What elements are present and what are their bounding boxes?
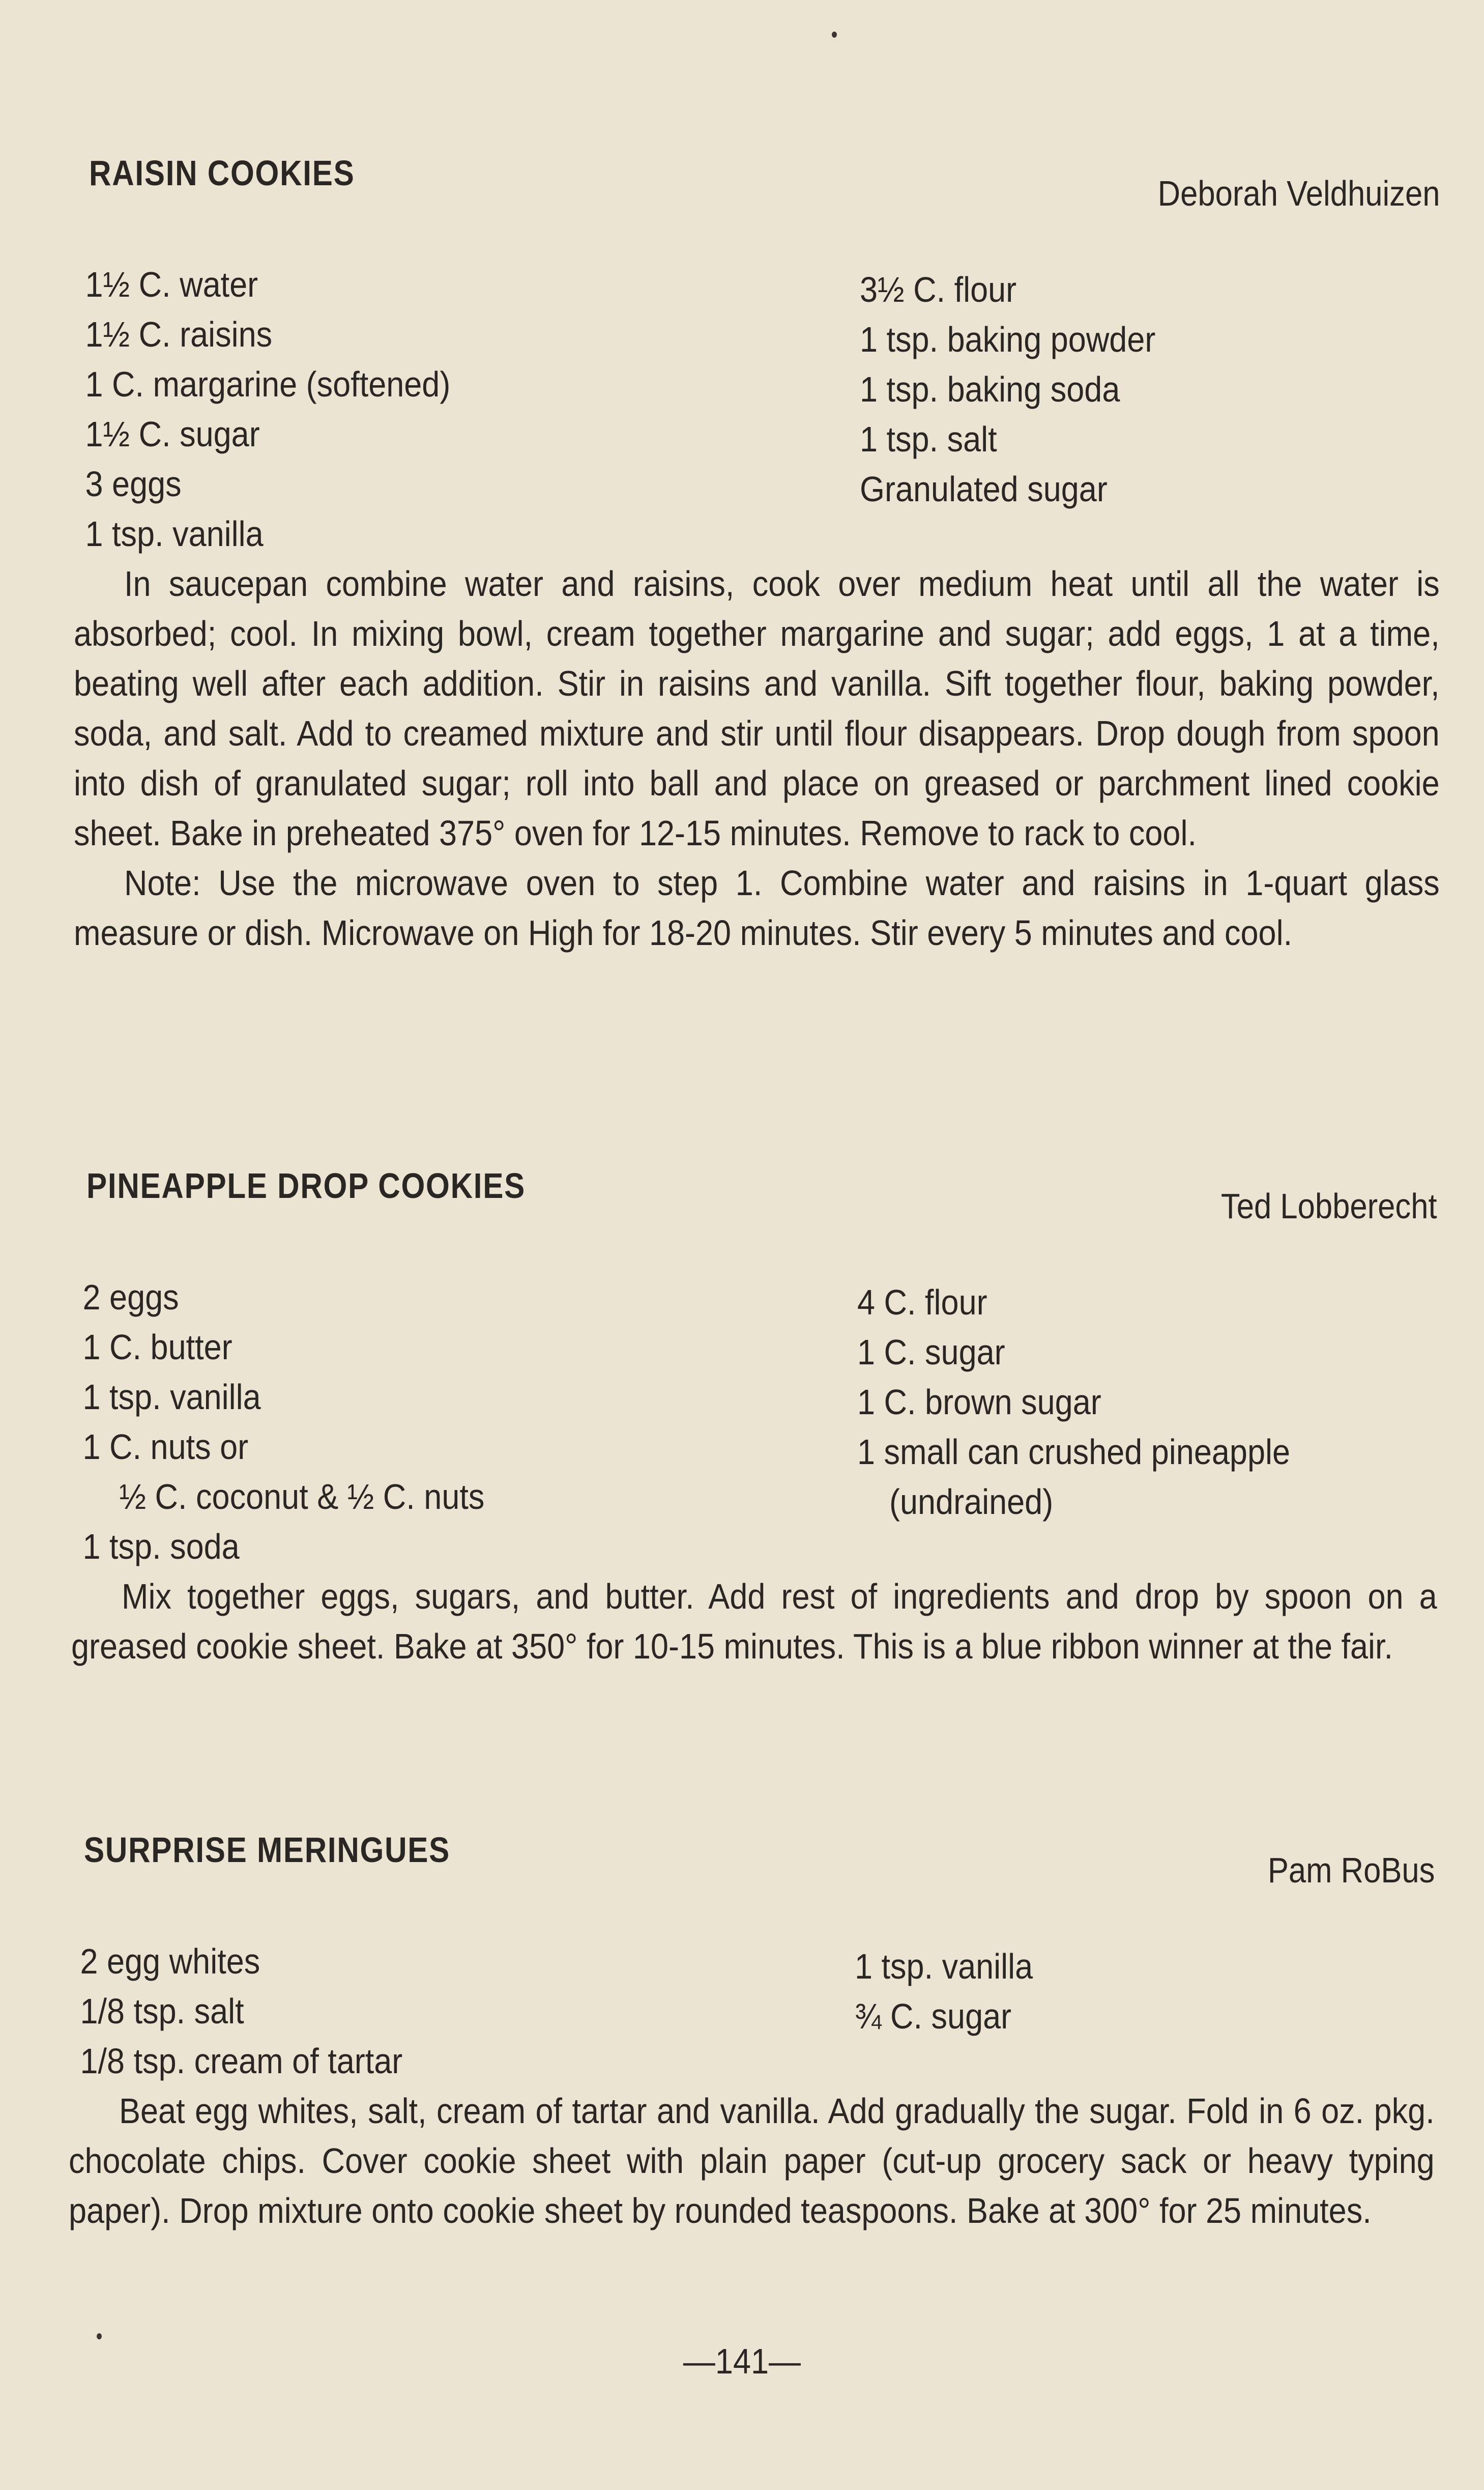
ingredient-column-left bbox=[69, 1936, 763, 2086]
recipe-method bbox=[74, 559, 1440, 958]
recipe-author: Deborah Veldhuizen bbox=[1157, 174, 1440, 213]
ingredient: 3½ C. flour bbox=[860, 270, 1017, 309]
ingredient-column-right bbox=[857, 1277, 1290, 1527]
ingredient-list bbox=[74, 260, 1440, 559]
ingredient-column-right bbox=[855, 1941, 1033, 2041]
ingredient-list bbox=[71, 1272, 1437, 1571]
method-paragraph: Beat egg whites, salt, cream of tartar and vanilla. Add gradually the sugar. Fold in 6 oz. pkg. chocolate chips. Cover cookie sheet with plain paper (cut-up grocery sack or heavy typing paper). Drop mixture onto cookie sheet by rounded teaspoons. Bake at 300° for 25 minutes. bbox=[69, 2091, 1435, 2230]
recipe-title: RAISIN COOKIES bbox=[89, 153, 355, 193]
ingredient: 1 C. brown sugar bbox=[857, 1382, 1101, 1422]
recipe-method bbox=[69, 2086, 1435, 2236]
ingredient: 1 tsp. vanilla bbox=[85, 514, 264, 554]
recipe-author: Ted Lobberecht bbox=[1221, 1186, 1437, 1226]
ingredient: 1/8 tsp. salt bbox=[80, 1991, 244, 2031]
ingredient: ½ C. coconut & ½ C. nuts bbox=[119, 1477, 485, 1516]
ingredient: 1 tsp. salt bbox=[860, 419, 997, 459]
ingredient: 1 tsp. baking powder bbox=[860, 320, 1156, 359]
recipe-surprise-meringues bbox=[69, 1829, 1435, 2236]
method-note: Note: Use the microwave oven to step 1. Combine water and raisins in 1-quart glass measure or dish. Microwave on High for 18-20 minutes. Stir every 5 minutes and cool. bbox=[74, 863, 1440, 953]
ingredient: 1 C. margarine (softened) bbox=[85, 364, 451, 404]
ingredient: 2 eggs bbox=[82, 1277, 179, 1317]
ingredient: 1½ C. raisins bbox=[85, 314, 273, 354]
ingredient: 1 tsp. vanilla bbox=[855, 1947, 1033, 1986]
ingredient-list bbox=[69, 1936, 1435, 2086]
ingredient: 1 tsp. vanilla bbox=[82, 1377, 261, 1417]
ingredient: 1/8 tsp. cream of tartar bbox=[80, 2041, 403, 2081]
recipe-title: PINEAPPLE DROP COOKIES bbox=[86, 1166, 526, 1206]
ingredient: 4 C. flour bbox=[857, 1282, 987, 1322]
recipe-title: SURPRISE MERINGUES bbox=[84, 1830, 451, 1870]
ingredient: (undrained) bbox=[889, 1482, 1054, 1522]
ingredient: 1½ C. sugar bbox=[85, 414, 260, 454]
ingredient-column-right bbox=[860, 265, 1155, 514]
method-paragraph: Mix together eggs, sugars, and butter. Add rest of ingredients and drop by spoon on a greased cookie sheet. Bake at 350° for 10-15 minutes. This is a blue ribbon winner at the fair. bbox=[71, 1577, 1437, 1666]
ingredient: 1 tsp. soda bbox=[82, 1527, 240, 1566]
ingredient: 1 tsp. baking soda bbox=[860, 369, 1120, 409]
ingredient-column-left bbox=[71, 1272, 765, 1571]
recipe-header bbox=[69, 1829, 1435, 1890]
recipe-header bbox=[74, 153, 1440, 213]
recipe-author: Pam RoBus bbox=[1267, 1850, 1435, 1890]
ingredient: 2 egg whites bbox=[80, 1941, 260, 1981]
ink-speck bbox=[97, 2333, 102, 2339]
method-paragraph: In saucepan combine water and raisins, cook over medium heat until all the water is absorbed; cool. In mixing bowl, cream together margarine and sugar; add eggs, 1 at a time, beating well after each addition. Stir in raisins and vanilla. Sift together flour, baking powder, soda, and salt. Add to creamed mixture and stir until flour disappears. Drop dough from spoon into dish of granulated sugar; roll into ball and place on greased or parchment lined cookie sheet. Bake in preheated 375° oven for 12-15 minutes. Remove to rack to cool. bbox=[74, 564, 1440, 853]
recipe-header bbox=[71, 1165, 1437, 1226]
recipe-raisin-cookies bbox=[74, 153, 1440, 958]
recipe-method bbox=[71, 1571, 1437, 1671]
ingredient: Granulated sugar bbox=[860, 469, 1108, 509]
ingredient: 1 C. butter bbox=[82, 1327, 232, 1367]
ingredient: 1 C. nuts or bbox=[82, 1427, 249, 1467]
page-number: —141— bbox=[683, 2341, 801, 2381]
recipe-pineapple-drop-cookies bbox=[71, 1165, 1437, 1671]
ingredient: 1½ C. water bbox=[85, 265, 258, 304]
ingredient: 3 eggs bbox=[85, 464, 182, 504]
ingredient: ¾ C. sugar bbox=[855, 1996, 1012, 2036]
ingredient: 1 C. sugar bbox=[857, 1332, 1005, 1372]
ink-speck bbox=[832, 32, 837, 38]
ingredient-column-left bbox=[74, 260, 768, 559]
ingredient: 1 small can crushed pineapple bbox=[857, 1432, 1291, 1472]
